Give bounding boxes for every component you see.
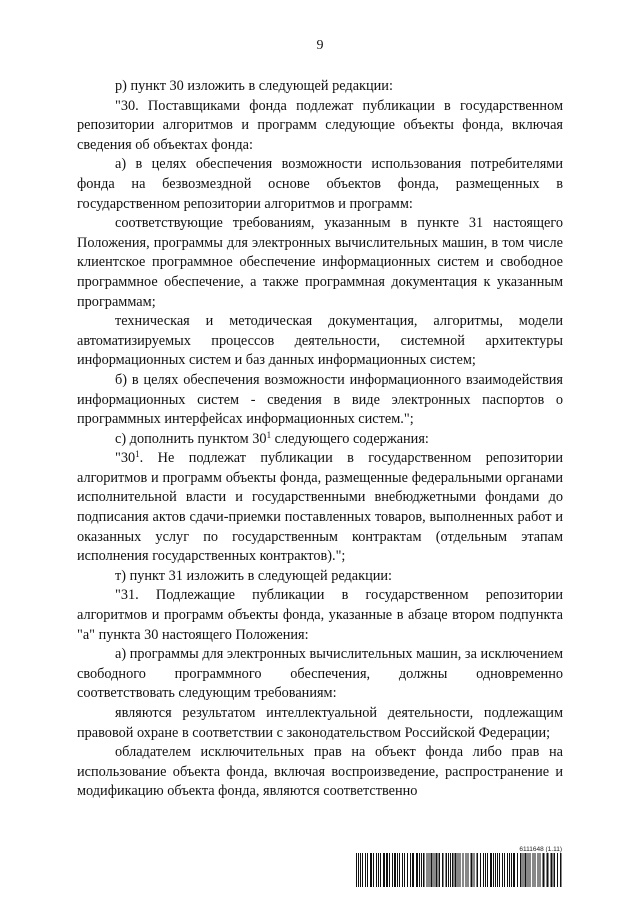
paragraph: а) программы для электронных вычислительных машин, за исключением свободного программного обеспечения, должны одновременно соответствовать следующим требованиям: bbox=[77, 646, 563, 702]
paragraph-text: "30 bbox=[115, 450, 136, 467]
superscript: 1 bbox=[266, 429, 272, 440]
paragraph: б) в целях обеспечения возможности информационного взаимодействия информационных систем - сведения в виде электронных паспортов о программных интерфейсах информационных систем."; bbox=[77, 371, 563, 428]
paragraph: а) в целях обеспечения возможности использования потребителями фонда на безвозмездной основе объектов фонда, размещенных в государственном репозитории алгоритмов и программ: bbox=[77, 156, 563, 212]
paragraph-text: с) дополнить пунктом 30 bbox=[115, 430, 267, 447]
superscript: 1 bbox=[135, 449, 140, 460]
document-body bbox=[77, 77, 563, 802]
paragraph: т) пункт 31 изложить в следующей редакции: bbox=[115, 567, 393, 584]
paragraph bbox=[77, 449, 563, 567]
paragraph: "31. Подлежащие публикации в государственном репозитории алгоритмов и программ объекты фонда, указанные в абзаце втором подпункта "а" пункта 30 настоящего Положения: bbox=[77, 587, 563, 643]
page-number: 9 bbox=[316, 38, 324, 53]
document-code: 6111648 (1.11) bbox=[519, 846, 562, 853]
paragraph: соответствующие требованиям, указанным в пункте 31 настоящего Положения, программы для электронных вычислительных машин, в том числе клиентское программное обеспечение информационных систем и свободное программное обеспечение, а также программная документация к указанным программам; bbox=[77, 215, 563, 310]
barcode bbox=[356, 853, 564, 887]
paragraph: "30. Поставщиками фонда подлежат публикации в государственном репозитории алгоритмов и программ следующие объекты фонда, включая сведения об объектах фонда: bbox=[77, 97, 563, 153]
paragraph-text: следующего содержания: bbox=[271, 430, 429, 447]
paragraph: техническая и методическая документация, алгоритмы, модели автоматизируемых процессов деятельности, системной архитектуры информационных систем и баз данных информационных систем; bbox=[77, 313, 563, 369]
paragraph: являются результатом интеллектуальной деятельности, подлежащим правовой охране в соответствии с законодательством Российской Федерации; bbox=[77, 705, 563, 741]
paragraph-text: . Не подлежат публикации в государственном репозитории алгоритмов и программ объекты фонда, размещенные федеральными органами исполнительной власти и государственными внебюджетными фондами до подписания актов сдачи-приемки поставленных товаров, выполненных работ и оказанных услуг по государственным контрактам (отдельным этапам исполнения государственных контрактов)."; bbox=[77, 450, 563, 565]
paragraph: р) пункт 30 изложить в следующей редакции: bbox=[115, 78, 393, 94]
paragraph: обладателем исключительных прав на объект фонда либо прав на использование объекта фонда, включая воспроизведение, распространение и модификацию объекта фонда, являются соответственно bbox=[77, 744, 563, 800]
paragraph bbox=[77, 430, 563, 450]
